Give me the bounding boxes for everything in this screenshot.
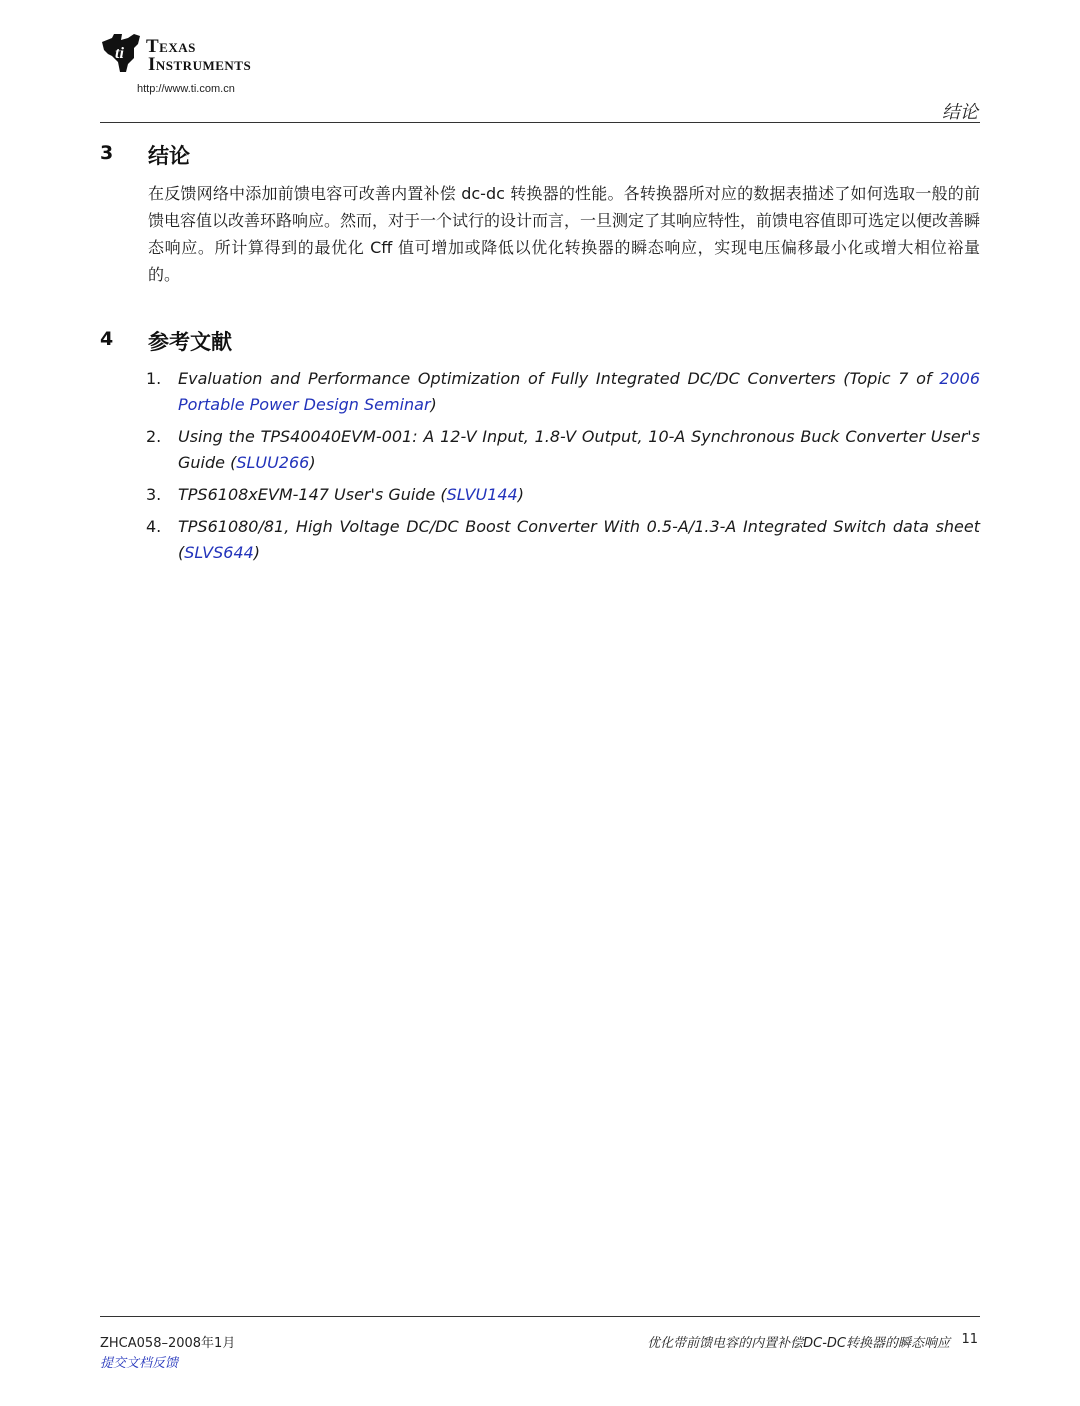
- page-number: 11: [961, 1332, 978, 1347]
- section-4-title: 参考文献: [148, 330, 232, 354]
- reference-link[interactable]: SLVS644: [184, 543, 254, 562]
- running-head: 结论: [942, 102, 978, 123]
- section-3-number: 3: [100, 142, 114, 164]
- reference-list: [146, 366, 980, 572]
- reference-item: [146, 424, 980, 476]
- ti-logo-icon: [100, 32, 144, 74]
- reference-text: TPS61080/81, High Voltage DC/DC Boost Converter With 0.5-A/1.3-A Integrated Switch data sheet (SLVS644): [178, 517, 980, 562]
- section-4-number: 4: [100, 328, 114, 350]
- feedback-link[interactable]: 提交文档反馈: [100, 1356, 179, 1371]
- reference-link[interactable]: SLVU144: [446, 485, 518, 504]
- reference-link[interactable]: SLUU266: [236, 453, 310, 472]
- reference-text: TPS6108xEVM-147 User's Guide (SLVU144): [178, 485, 524, 504]
- header-rule: [100, 122, 980, 123]
- reference-item: [146, 366, 980, 418]
- section-3-title: 结论: [148, 144, 190, 168]
- footer-rule: [100, 1316, 980, 1317]
- reference-link[interactable]: 2006 Portable Power Design Seminar: [178, 369, 980, 414]
- document-id: ZHCA058–2008年1月: [100, 1336, 236, 1351]
- reference-text: Evaluation and Performance Optimization of Fully Integrated DC/DC Converters (Topic 7 of 2006 Portable Power Design Seminar): [178, 369, 980, 414]
- reference-text: Using the TPS40040EVM-001: A 12-V Input, 1.8-V Output, 10-A Synchronous Buck Converter User's Guide (SLUU266): [178, 427, 980, 472]
- reference-number: 3.: [146, 485, 162, 504]
- section-3-paragraph: 在反馈网络中添加前馈电容可改善内置补偿 dc-dc 转换器的性能。各转换器所对应的数据表描述了如何选取一般的前馈电容值以改善环路响应。然而，对于一个试行的设计而言，一旦测定了其响应特性，前馈电容值即可选定以便改善瞬态响应。所计算得到的最优化 Cff 值可增加或降低以优化转换器的瞬态响应，实现电压偏移最小化或增大相位裕量的。: [148, 184, 981, 284]
- reference-number: 2.: [146, 427, 162, 446]
- logo-text-instruments: Instruments: [148, 54, 252, 75]
- site-url[interactable]: http://www.ti.com.cn: [137, 83, 235, 95]
- footer-document-title: 优化带前馈电容的内置补偿DC-DC转换器的瞬态响应: [647, 1336, 950, 1351]
- reference-item: [146, 514, 980, 566]
- logo-text-texas: Texas: [146, 36, 196, 57]
- reference-item: [146, 482, 980, 508]
- svg-text:ti: ti: [115, 45, 124, 62]
- reference-number: 4.: [146, 517, 162, 536]
- reference-number: 1.: [146, 369, 162, 388]
